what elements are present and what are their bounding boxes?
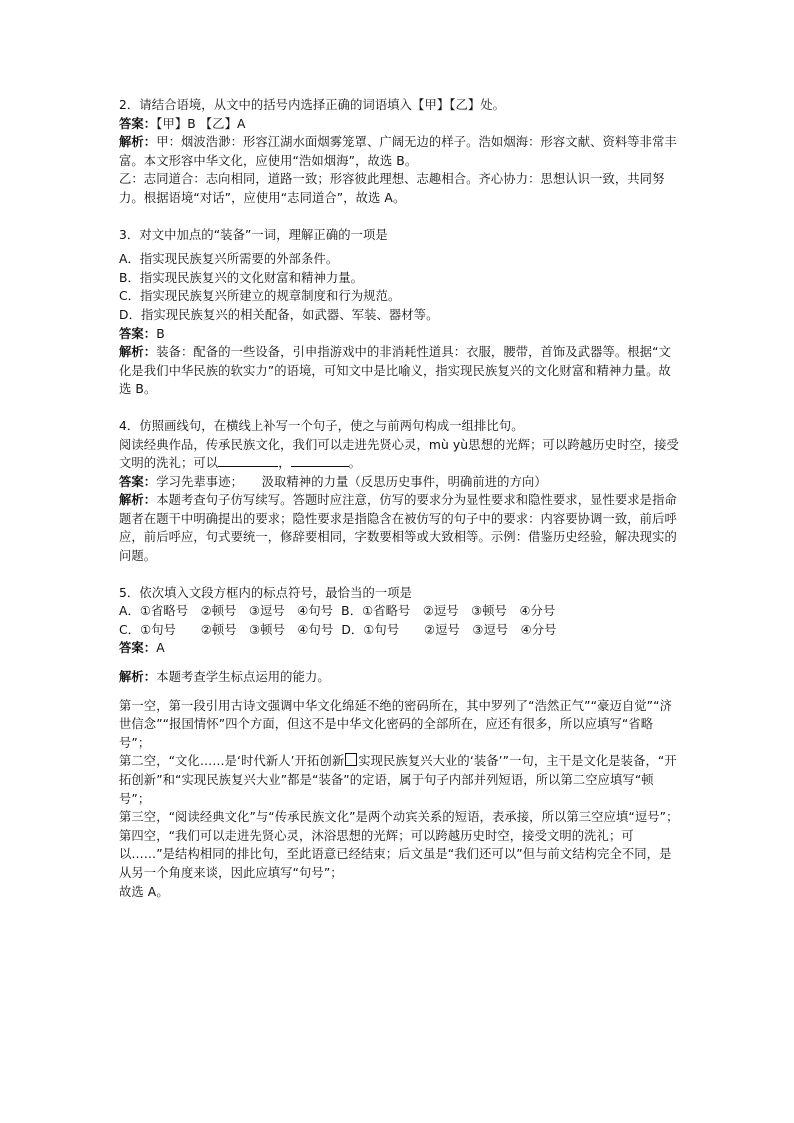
answer-label: 答案： (119, 474, 157, 489)
question-4-analysis (119, 491, 679, 565)
question-3-analysis (119, 343, 679, 399)
answer-text: 学习先辈事迹； 汲取精神的力量（反思历史事件，明确前进的方向） (156, 474, 547, 489)
analysis-text: 本题考查学生标点运用的能力。 (156, 670, 330, 685)
analysis-label: 解析： (119, 345, 157, 360)
question-5-options-row-2 (119, 621, 679, 640)
question-5 (119, 584, 679, 902)
question-3-option-d: D．指实现民族复兴的相关配备，如武器、军装、器材等。 (119, 307, 439, 322)
question-5-para-3: 第三空，“阅读经典文化”与“传承民族文化”是两个动宾关系的短语，表承接，所以第三空应填“逗号”； (119, 810, 679, 825)
question-5-stem: 5．依次填入文段方框内的标点符号，最恰当的一项是 (119, 585, 413, 600)
answer-text: B (156, 326, 165, 341)
passage-comma: ， (278, 456, 291, 471)
question-5-para-4: 第四空，“我们可以走进先贤心灵，沐浴思想的光辉；可以跨越历史时空，接受文明的洗礼；可以……”是结构相同的排比句，至此语意已经结束；后文虽是“我们还可以”但与前文结构完全不同，是从另一个角度来谈，因此应填写“句号”； (119, 828, 672, 880)
analysis-label: 解析： (119, 493, 157, 508)
question-2-answer (119, 115, 679, 134)
question-5-options-row-1 (119, 602, 679, 621)
para-2-end: 实现民族复兴大业的‘装备’”一句，主干是文化是装备，“开拓创新”和“实现民族复兴大业”都是“装备”的定语，属于句子内部并列短语，所以第二空应填写“顿号”； (119, 754, 677, 806)
question-3 (119, 226, 679, 399)
analysis-label: 解析： (119, 135, 157, 150)
question-3-stem: 3．对文中加点的“装备”一词，理解正确的一项是 (119, 227, 388, 242)
question-5-option-d: D．①句号 ②逗号 ③逗号 ④分号 (341, 622, 557, 637)
question-2-analysis-2: 乙：志同道合：志向相同，道路一致；形容彼此理想、志趣相合。齐心协力：思想认识一致，共同努力。根据语境“对话”，应使用“志同道合”，故选 A。 (119, 172, 665, 205)
analysis-text: 甲：烟波浩渺：形容江湖水面烟雾笼罩、广阔无边的样子。浩如烟海：形容文献、资料等非常丰富。本文形容中华文化，应使用“浩如烟海”，故选 B。 (119, 135, 677, 168)
passage-text: 阅读经典作品，传承民族文化，我们可以走进先贤心灵，mù yù思想的光辉；可以跨越历史时空，接受文明的洗礼；可以 (119, 437, 679, 471)
question-5-option-c: C．①句号 ②顿号 ③顿号 ④句号 (119, 622, 334, 637)
passage-period: 。 (348, 456, 361, 471)
answer-text: A (156, 641, 165, 656)
question-4-stem: 4．仿照画线句，在横线上补写一个句子，使之与前两句构成一组排比句。 (119, 418, 524, 433)
question-5-conclusion: 故选 A。 (119, 884, 169, 899)
question-4 (119, 417, 679, 566)
question-5-option-a: A．①省略号 ②顿号 ③逗号 ④句号 (119, 604, 334, 619)
answer-label: 答案： (119, 326, 157, 341)
question-3-option-b: B．指实现民族复兴的文化财富和精神力量。 (119, 270, 364, 285)
fill-blank-2[interactable] (291, 454, 349, 467)
answer-label: 答案： (119, 116, 157, 131)
analysis-text: 本题考查句子仿写续写。答题时应注意，仿写的要求分为显性要求和隐性要求，显性要求是指命题者在题干中明确提出的要求；隐性要求是指隐含在被仿写的句子中的要求：内容要协调一致，前后呼应，前后呼应，句式要统一，修辞要相同，字数要相等或大致相等。示例：借鉴历史经验，解决现实的问题。 (119, 493, 677, 564)
question-3-option-a: A．指实现民族复兴所需要的外部条件。 (119, 252, 339, 267)
question-5-answer (119, 639, 679, 658)
question-5-para-1: 第一空，第一段引用古诗文强调中华文化绵延不绝的密码所在，其中罗列了“浩然正气”“豪迈自觉”“济世信念”“报国情怀”四个方面，但这不是中华文化密码的全部所在，应还有很多，所以应填写“省略号”； (119, 698, 673, 750)
question-4-answer (119, 473, 679, 492)
blank-box (345, 753, 357, 766)
question-2 (119, 96, 679, 208)
answer-label: 答案： (119, 641, 157, 656)
fill-blank-1[interactable] (218, 454, 278, 467)
answer-text: 【甲】B 【乙】A (156, 116, 246, 131)
question-5-option-b: B．①省略号 ②逗号 ③顿号 ④分号 (341, 604, 556, 619)
question-3-answer (119, 325, 679, 344)
analysis-text: 装备：配备的一些设备，引申指游戏中的非消耗性道具：衣服，腰带，首饰及武器等。根据“文化是我们中华民族的软实力”的语境，可知文中是比喻义，指实现民族复兴的文化财富和精神力量。故选 B。 (119, 345, 671, 397)
document-page (119, 96, 679, 901)
analysis-label: 解析： (119, 670, 157, 685)
question-4-passage (119, 436, 679, 473)
question-5-analysis (119, 668, 679, 687)
question-2-analysis-1 (119, 133, 679, 170)
question-2-stem: 2．请结合语境，从文中的括号内选择正确的词语填入【甲】【乙】处。 (119, 98, 506, 112)
para-2-start: 第二空，“文化……是‘时代新人’开拓创新 (119, 754, 345, 769)
question-3-option-c: C．指实现民族复兴所建立的规章制度和行为规范。 (119, 289, 401, 304)
question-5-para-2 (119, 752, 679, 808)
